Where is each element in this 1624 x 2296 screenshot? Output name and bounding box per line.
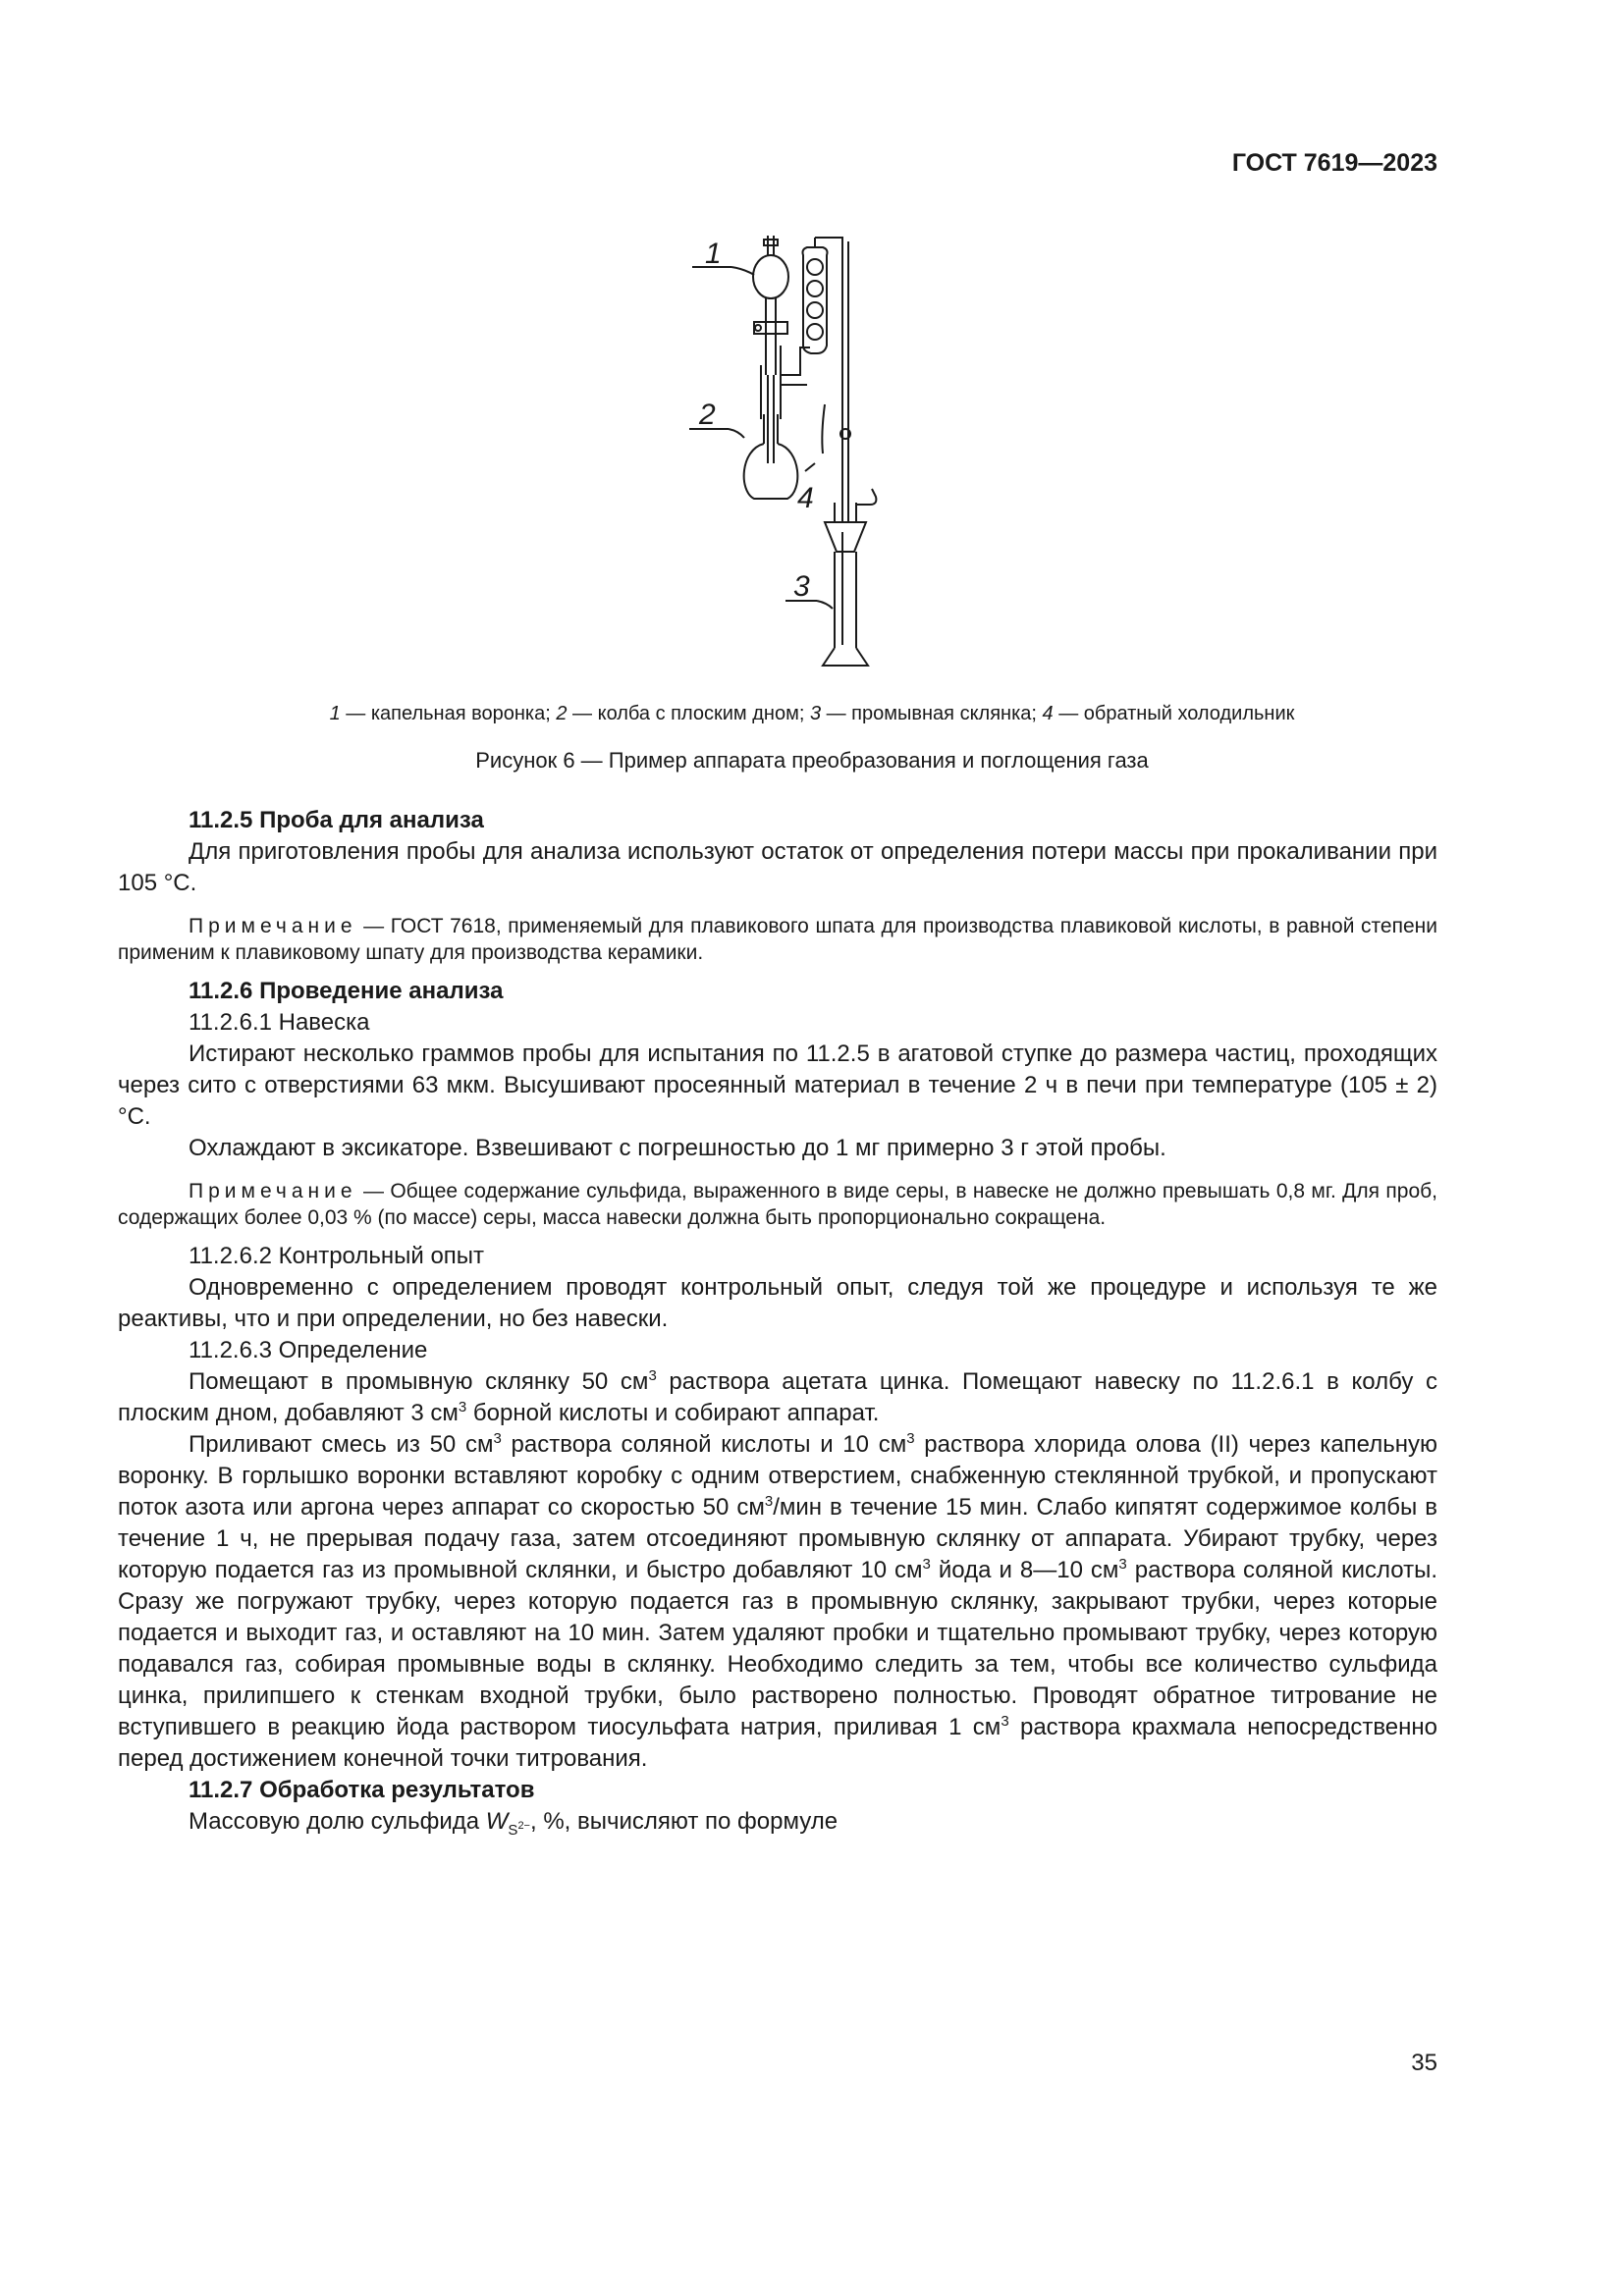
document-body (118, 805, 1437, 1838)
subheading-11-2-6-1: 11.2.6.1 Навеска (189, 1009, 370, 1036)
text-run: раствора соляной кислоты. Сразу же погружают трубку, через которую подается газ в промывную склянку, закрывают трубки, через которые подается и выходит газ, и оставляют на 10 мин. Затем удаляют пробки и тщательно промывают трубку, через которую подавался газ, собирая промывные воды в склянку. Необходимо следить за тем, чтобы все количество сульфида цинка, прилипшего к стенкам входной трубки, было растворено полностью. Проводят обратное титрование не вступившего в реакцию йода раствором тиосульфата натрия, приливая 1 см (118, 1557, 1437, 1740)
funnel-bulb (753, 255, 788, 298)
heading-11-2-7: 11.2.7 Обработка результатов (189, 1777, 535, 1803)
subscript-s: S (508, 1822, 518, 1839)
figure-legend (0, 703, 1624, 725)
paragraph-11-2-6-2: Одновременно с определением проводят контрольный опыт, следуя той же процедуре и используя те же реактивы, что и при определении, но без навески. (118, 1274, 1437, 1332)
superscript: 3 (458, 1399, 467, 1415)
paragraph-11-2-6-1-b: Охлаждают в эксикаторе. Взвешивают с погрешностью до 1 мг примерно 3 г этой пробы. (189, 1135, 1166, 1161)
superscript: 3 (922, 1556, 931, 1573)
apparatus-figure (677, 228, 893, 679)
superscript: 3 (493, 1430, 502, 1447)
legend-text-3: — промывная склянка; (826, 703, 1037, 724)
text-run: борной кислоты и собирают аппарат. (466, 1400, 880, 1426)
apparatus-drawing (677, 228, 893, 679)
text-run: Помещают в промывную склянку 50 см (189, 1368, 649, 1395)
text-run: раствора соляной кислоты и 10 см (501, 1431, 907, 1458)
document-header: ГОСТ 7619—2023 (1231, 149, 1437, 177)
bottle-stopper (825, 522, 866, 552)
text-run: , %, вычисляют по формуле (529, 1808, 839, 1835)
subheading-11-2-6-2: 11.2.6.2 Контрольный опыт (189, 1243, 485, 1269)
heading-11-2-6: 11.2.6 Проведение анализа (189, 978, 504, 1004)
text-run: Приливают смесь из 50 см (189, 1431, 494, 1458)
note-label: Примечание (189, 1180, 357, 1202)
figure-label-1: 1 (705, 238, 722, 270)
figure-label-2: 2 (699, 399, 716, 431)
note-11-2-5 (118, 913, 1437, 966)
paragraph-11-2-6-3-b (118, 1429, 1437, 1775)
legend-num-1: 1 (329, 703, 341, 724)
legend-text-4: — обратный холодильник (1058, 703, 1295, 724)
note-11-2-6-1 (118, 1178, 1437, 1231)
paragraph-11-2-5: Для приготовления пробы для анализа используют остаток от определения потери массы при прокаливании при 105 °С. (118, 838, 1437, 896)
stopcock (754, 322, 787, 334)
paragraph-11-2-7 (118, 1806, 1437, 1838)
note-label: Примечание (189, 915, 357, 937)
page-number: 35 (1411, 2050, 1437, 2076)
note-text: — ГОСТ 7618, применяемый для плавикового шпата для производства плавиковой кислоты, в равной степени применим к плавиковому шпату для производства керамики. (118, 915, 1437, 964)
figure-label-3: 3 (793, 570, 810, 603)
text-run: йода и 8—10 см (930, 1557, 1119, 1583)
legend-num-4: 4 (1042, 703, 1054, 724)
washing-bottle-base (823, 648, 868, 666)
legend-text-2: — колба с плоским дном; (572, 703, 805, 724)
superscript: 3 (906, 1430, 915, 1447)
text-run: раствора крахмала непосредственно перед достижением конечной точки титрования. (118, 1714, 1437, 1772)
formula-symbol-w: W (485, 1808, 509, 1835)
heading-11-2-5: 11.2.5 Проба для анализа (189, 807, 484, 833)
paragraph-11-2-6-3-a (118, 1366, 1437, 1429)
formula-subscript (508, 1822, 530, 1839)
reflux-condenser (803, 247, 828, 353)
superscript: 3 (1001, 1713, 1009, 1730)
text-run: Массовую долю сульфида (189, 1808, 486, 1835)
superscript: 3 (1118, 1556, 1127, 1573)
text-run: /мин в течение 15 мин. Слабо кипятят содержимое колбы в течение 1 ч, не прерывая подачу газа, затем отсоединяют промывную склянку от аппарата. Убирают трубку, через которую подается газ из промывной склянки, и быстро добавляют 10 см (118, 1494, 1437, 1583)
legend-text-1: — капельная воронка; (346, 703, 551, 724)
charge-superscript: 2− (517, 1820, 530, 1832)
superscript: 3 (764, 1493, 774, 1510)
flat-bottom-flask (744, 444, 798, 499)
figure-label-4: 4 (797, 482, 814, 514)
superscript: 3 (648, 1367, 657, 1384)
note-text: — Общее содержание сульфида, выраженного в виде серы, в навеске не должно превышать 0,8 мг. Для проб, содержащих более 0,03 % (по массе) серы, масса навески должна быть пропорционально сокращена. (118, 1180, 1437, 1229)
leader-curve-1 (731, 267, 754, 275)
paragraph-11-2-6-1-a: Истирают несколько граммов пробы для испытания по 11.2.5 в агатовой ступке до размера частиц, проходящих через сито с отверстиями 63 мкм. Высушивают просеянный материал в течение 2 ч в печи при температуре (105 ± 2) °С. (118, 1041, 1437, 1130)
subheading-11-2-6-3: 11.2.6.3 Определение (189, 1337, 428, 1363)
legend-num-3: 3 (809, 703, 822, 724)
text-run: раствора ацетата цинка. Помещают навеску по 11.2.6.1 в колбу с плоским дном, добавляют 3 см (118, 1368, 1437, 1426)
figure-title: Рисунок 6 — Пример аппарата преобразования и поглощения газа (475, 748, 1149, 773)
legend-num-2: 2 (556, 703, 568, 724)
text-run: раствора хлорида олова (II) через капельную воронку. В горлышко воронки вставляют коробку с одним отверстием, снабженную стеклянной трубкой, и пропускают поток азота или аргона через аппарат со скоростью 50 см (118, 1431, 1437, 1521)
